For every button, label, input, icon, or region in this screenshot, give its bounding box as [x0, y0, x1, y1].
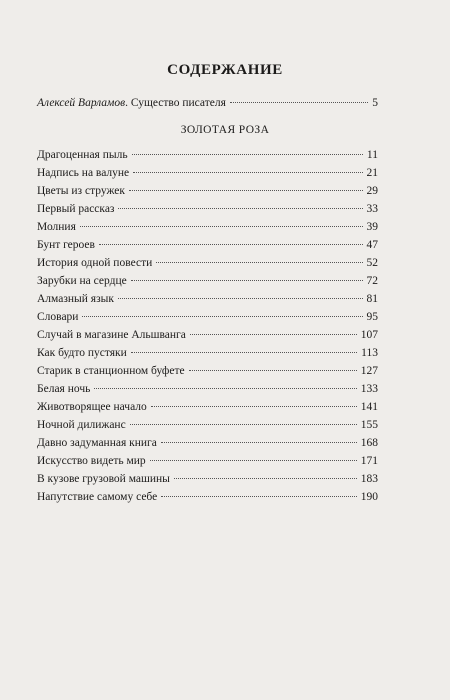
toc-page-number: 127 — [360, 365, 378, 377]
toc-row — [37, 452, 378, 470]
dot-leader — [130, 424, 357, 425]
dot-leader — [131, 352, 357, 353]
toc-page-number: 39 — [366, 221, 378, 233]
toc-row — [37, 218, 378, 236]
dot-leader — [118, 208, 362, 209]
dot-leader — [230, 102, 368, 103]
toc-page-number: 171 — [360, 455, 378, 467]
dot-leader — [190, 334, 357, 335]
toc-entry-title: Алмазный язык — [37, 293, 114, 305]
toc-entry-title: Как будто пустяки — [37, 347, 127, 359]
toc-page-number: 95 — [366, 311, 378, 323]
dot-leader — [94, 388, 356, 389]
toc-row — [37, 380, 378, 398]
toc-page-number: 47 — [366, 239, 378, 251]
toc-row — [37, 398, 378, 416]
toc-page-number: 11 — [366, 149, 378, 161]
intro-title: Существо писателя — [130, 97, 226, 109]
toc-entry-title: Словари — [37, 311, 79, 323]
dot-leader — [133, 172, 362, 173]
toc-entry-title: Давно задуманная книга — [37, 437, 157, 449]
toc-row — [37, 236, 378, 254]
toc-entry-title — [37, 94, 226, 112]
toc-entry-title: Животворящее начало — [37, 401, 147, 413]
dot-leader — [189, 370, 357, 371]
toc-entry-title: Первый рассказ — [37, 203, 115, 215]
toc-entry-title: Надпись на валуне — [37, 167, 130, 179]
dot-leader — [80, 226, 363, 227]
toc-entry-title: Случай в магазине Альшванга — [37, 329, 186, 341]
toc-page-number: 21 — [366, 167, 378, 179]
toc-page-number: 29 — [366, 185, 378, 197]
toc-page-number: 81 — [366, 293, 378, 305]
toc-row — [37, 470, 378, 488]
toc-page-number: 133 — [360, 383, 378, 395]
toc-page-number: 155 — [360, 419, 378, 431]
toc-page-number: 168 — [360, 437, 378, 449]
toc-entry-title: Белая ночь — [37, 383, 91, 395]
dot-leader — [132, 154, 363, 155]
toc-row — [37, 182, 378, 200]
toc-entry-title: Ночной дилижанс — [37, 419, 126, 431]
toc-entry-title: Молния — [37, 221, 76, 233]
intro-separator: . — [125, 97, 131, 109]
toc-entry-title: Бунт героев — [37, 239, 95, 251]
toc-page-number: 107 — [360, 329, 378, 341]
toc-page-number: 113 — [361, 347, 378, 359]
toc-entry-title: Искусство видеть мир — [37, 455, 146, 467]
toc-entry-title: Зарубки на сердце — [37, 275, 127, 287]
toc-intro-entry — [37, 94, 378, 112]
toc-row — [37, 362, 378, 380]
toc-page-number: 5 — [372, 97, 378, 109]
toc-entry-title: Драгоценная пыль — [37, 149, 128, 161]
dot-leader — [150, 460, 357, 461]
toc-page-number: 183 — [360, 473, 378, 485]
toc-entry-title: Старик в станционном буфете — [37, 365, 185, 377]
dot-leader — [151, 406, 357, 407]
toc-row — [37, 272, 378, 290]
dot-leader — [161, 442, 357, 443]
toc-page-number: 190 — [360, 491, 378, 503]
toc-row — [37, 488, 378, 506]
toc-row — [37, 200, 378, 218]
toc-row — [37, 146, 378, 164]
dot-leader — [118, 298, 363, 299]
toc-page-number: 72 — [366, 275, 378, 287]
toc-page-number: 33 — [366, 203, 378, 215]
toc-row — [37, 290, 378, 308]
dot-leader — [131, 280, 363, 281]
toc-row — [37, 434, 378, 452]
dot-leader — [99, 244, 363, 245]
toc-row — [37, 254, 378, 272]
dot-leader — [82, 316, 362, 317]
section-title: ЗОЛОТАЯ РОЗА — [180, 124, 270, 136]
dot-leader — [174, 478, 357, 479]
toc-row — [37, 164, 378, 182]
dot-leader — [129, 190, 363, 191]
toc-row — [37, 416, 378, 434]
toc-list — [37, 146, 378, 506]
toc-page-number: 141 — [360, 401, 378, 413]
toc-row — [37, 308, 378, 326]
toc-entry-title: В кузове грузовой машины — [37, 473, 170, 485]
page-title: СОДЕРЖАНИЕ — [167, 62, 283, 78]
dot-leader — [161, 496, 357, 497]
toc-entry-title: Напутствие самому себе — [37, 491, 158, 503]
intro-author: Алексей Варламов — [37, 97, 126, 109]
toc-entry-title: История одной повести — [37, 257, 153, 269]
toc-row — [37, 94, 378, 112]
toc-row — [37, 344, 378, 362]
toc-entry-title: Цветы из стружек — [37, 185, 125, 197]
toc-row — [37, 326, 378, 344]
dot-leader — [156, 262, 362, 263]
toc-page-number: 52 — [366, 257, 378, 269]
